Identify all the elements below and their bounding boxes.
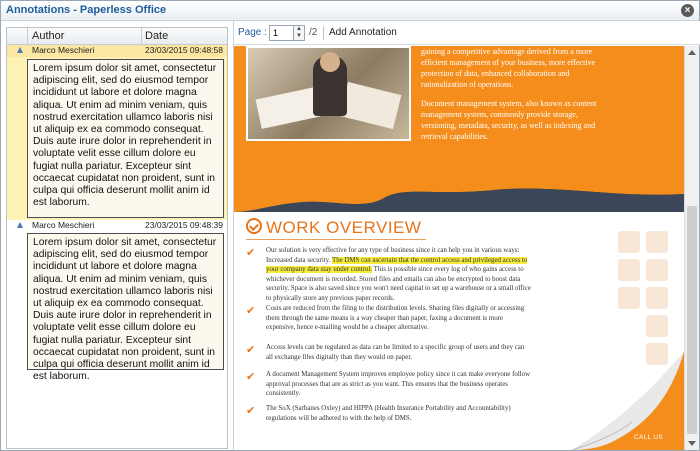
check-icon: ✔ [246, 247, 256, 259]
dms-paragraph: Document management system, also known as content management system, commonly provide storage, versioning, metadata, security, as well as indexing and retrieval capabilities. [421, 99, 597, 141]
grid-header [7, 28, 227, 45]
decorative-square [646, 231, 668, 253]
check-icon: ✔ [246, 405, 256, 417]
photo-paper [340, 82, 402, 129]
highlighted-text[interactable]: The DMS can ascertain that the control access and privileged access to your company data stay under control. [266, 256, 528, 274]
annotation-text[interactable]: Lorem ipsum dolor sit amet, consectetur adipiscing elit, sed do eiusmod tempor incididunt ut labore et dolore magna aliqua. Ut enim ad minim veniam, quis nostrud exercitation ullamco laboris nisi ut aliquip ex ea commodo consequat. Duis aute irure dolor in reprehenderit in voluptate velit esse cillum dolore eu fugiat nulla pariatur. Excepteur sint occaecat cupidatat non proident, sunt in culpa qui officia deserunt mollit anim id est laborum. [27, 59, 224, 218]
collapse-triangle-icon[interactable] [17, 222, 23, 228]
add-annotation-button[interactable]: Add Annotation [329, 27, 397, 38]
annotation-text[interactable]: Lorem ipsum dolor sit amet, consectetur adipiscing elit, sed do eiusmod tempor incididunt ut labore et dolore magna aliqua. Ut enim ad minim veniam, quis nostrud exercitation ullamco laboris nisi ut aliquip ex ea commodo consequat. Duis aute irure dolor in reprehenderit in voluptate velit esse cillum dolore eu fugiat nulla pariatur. Excepteur sint occaecat cupidatat non proident, sunt in culpa qui officia deserunt mollit anim id est laborum. [27, 233, 224, 370]
bullet-text-part: Our solution is very effective for any type of business since it can help you in various ways: Increased data security. [266, 247, 520, 264]
window-title: Annotations - Paperless Office [6, 4, 167, 16]
decorative-square [618, 287, 640, 309]
scroll-down-icon[interactable] [688, 441, 696, 446]
column-separator [141, 28, 142, 45]
column-separator [27, 28, 28, 45]
toolbar-divider [323, 26, 324, 40]
bullet-text: A document Management System improves employee policy since it can make everyone follow approval processes that are as strict as you want. This ensures that the business operates consistently. [266, 371, 531, 398]
annotation-row[interactable] [7, 220, 227, 232]
column-header-date[interactable]: Date [145, 30, 169, 42]
page-label: Page : [238, 27, 267, 38]
bullet-text-part: This is possible since every log of who gains access to whichever document is recorded. Stored files and emails can also be encrypted to boost data security. Space is also saved since you won't need capital to set up a warehouse or a small office to physically store any previous paper records. [266, 266, 531, 302]
spin-up-icon[interactable]: ▲ [296, 26, 302, 32]
bullet-text: Access levels can be regulated as data can be limited to a specific group of users and they can all exchange files digitally than they would on paper. [266, 344, 525, 361]
page-number-input[interactable] [269, 25, 294, 41]
vertical-scrollbar[interactable] [684, 46, 699, 450]
column-header-author[interactable]: Author [32, 30, 65, 42]
work-overview-icon [246, 218, 262, 234]
viewer-toolbar [234, 21, 700, 45]
annotation-item[interactable] [7, 220, 227, 383]
spin-down-icon[interactable]: ▼ [296, 33, 302, 39]
title-underline [246, 239, 426, 240]
annotation-date: 23/03/2015 09:48:39 [145, 220, 223, 230]
page-total: /2 [309, 27, 318, 38]
scroll-up-icon[interactable] [688, 50, 696, 55]
bullet-text[interactable] [266, 246, 531, 304]
document-page[interactable] [234, 46, 684, 450]
photo-paper [256, 87, 321, 129]
annotations-grid [6, 27, 228, 449]
check-icon: ✔ [246, 344, 256, 356]
page-spinner[interactable] [294, 25, 305, 41]
document-viewer [233, 21, 699, 450]
page-curl-graphic [572, 352, 684, 450]
annotation-row[interactable] [7, 45, 227, 57]
decorative-square [618, 231, 640, 253]
work-overview-title: WORK OVERVIEW [266, 218, 422, 237]
decorative-square [646, 287, 668, 309]
call-us-label: CALL US [634, 434, 663, 441]
annotation-author: Marco Meschieri [32, 45, 95, 55]
check-icon: ✔ [246, 305, 256, 317]
decorative-square [646, 315, 668, 337]
bullet-text: The SoX (Sarbanes Oxley) and HIPPA (Health Insurance Portability and Accountability) regulations will be adhered to with the help of DMS. [266, 405, 511, 422]
scrollbar-thumb[interactable] [687, 206, 697, 434]
wave-divider [234, 176, 684, 212]
close-icon[interactable]: × [681, 4, 694, 17]
office-photo [246, 46, 411, 141]
annotation-date: 23/03/2015 09:48:58 [145, 45, 223, 55]
intro-paragraph: gaining a competitive advantage derived from a more efficient management of your business, more effective protection of data, enhanced collaboration and rationalization of operations. [421, 47, 596, 89]
bullet-text: Costs are reduced from the filing to the distribution levels. Sharing files digitally or accessing them through the same means is a way cheaper than paper, faxing a document is more expensive, hence e-mailing would be a cheaper alternative. [266, 305, 525, 332]
annotation-author: Marco Meschieri [32, 220, 95, 230]
wave-graphic [234, 176, 684, 212]
photo-person-head [320, 52, 340, 72]
decorative-square [618, 259, 640, 281]
annotation-item-selected[interactable] [7, 45, 227, 220]
check-icon: ✔ [246, 371, 256, 383]
title-bar [1, 1, 699, 21]
collapse-triangle-icon[interactable] [17, 47, 23, 53]
decorative-square [646, 259, 668, 281]
